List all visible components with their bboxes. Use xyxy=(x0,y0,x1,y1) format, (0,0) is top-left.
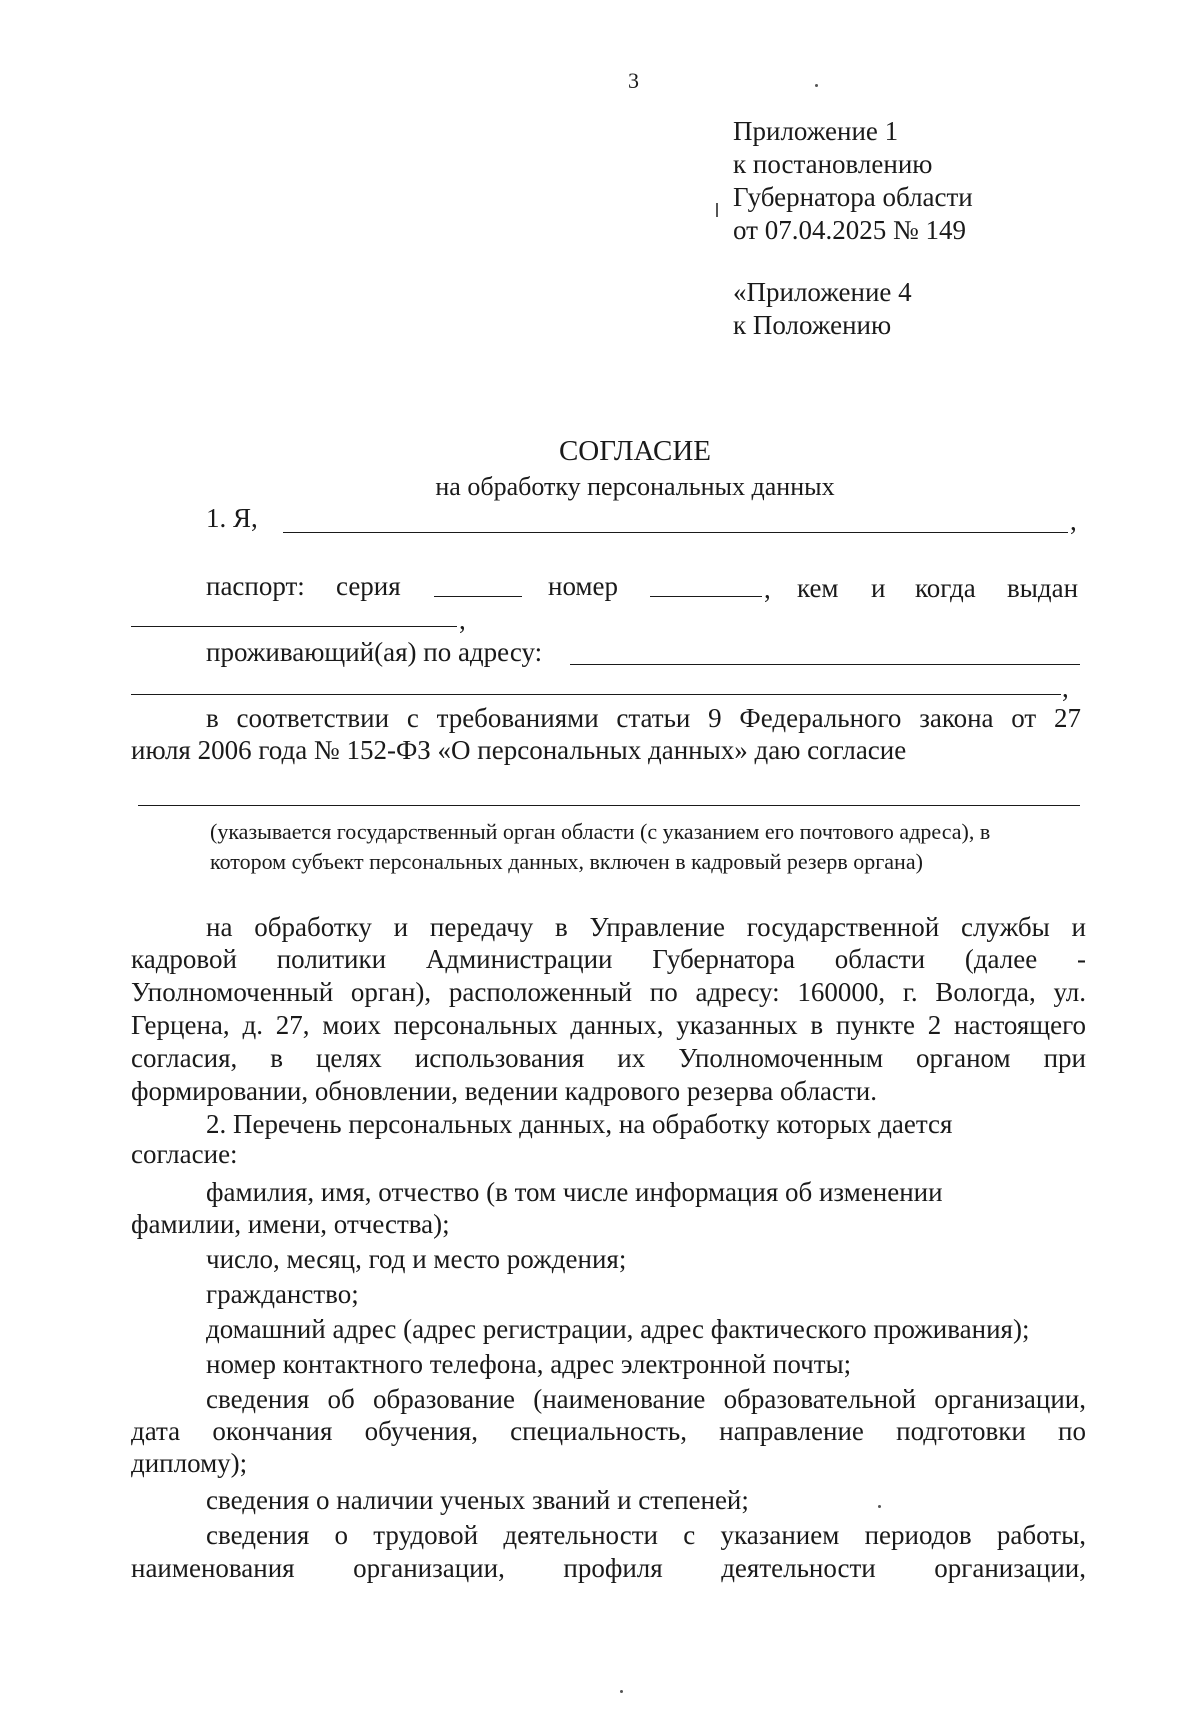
comma: , xyxy=(764,574,771,604)
issued-word: когда xyxy=(915,573,976,603)
list-item: сведения о наличии ученых званий и степеней; xyxy=(206,1485,749,1515)
name-blank-line[interactable] xyxy=(283,532,1068,533)
list-item: фамилии, имени, отчества); xyxy=(131,1209,450,1239)
document-subtitle: на обработку персональных данных xyxy=(435,472,835,501)
list-item: гражданство; xyxy=(206,1279,359,1309)
number-blank-line[interactable] xyxy=(650,596,762,597)
body-text-line: Уполномоченный орган), расположенный по адресу: 160000, г. Вологда, ул. xyxy=(131,977,1086,1007)
appendix-4-line: «Приложение 4 xyxy=(733,277,912,307)
body-text-line: кадровой политики Администрации Губернатора области (далее - xyxy=(131,944,1086,974)
organ-note-line: котором субъект персональных данных, включен в кадровый резерв органа) xyxy=(210,849,923,874)
passport-label: паспорт: xyxy=(206,571,305,601)
list-item: наименования организации, профиля деятельности организации, xyxy=(131,1553,1086,1583)
number-label: номер xyxy=(548,571,619,601)
body-text-line: Герцена, д. 27, моих персональных данных, указанных в пункте 2 настоящего xyxy=(131,1010,1086,1040)
appendix-4-line: к Положению xyxy=(733,310,892,340)
issued-by-blank-line[interactable] xyxy=(131,626,457,627)
body-text-line: формировании, обновлении, ведении кадрового резерва области. xyxy=(131,1076,878,1106)
series-label: серия xyxy=(336,571,401,601)
page-number: 3 xyxy=(628,68,639,93)
organ-blank-line[interactable] xyxy=(138,805,1080,806)
appendix-1-line: Губернатора области xyxy=(733,182,973,212)
document-title: СОГЛАСИЕ xyxy=(558,435,712,467)
residing-label: проживающий(ая) по адресу: xyxy=(206,637,543,667)
section-2-heading: 2. Перечень персональных данных, на обработку которых дается xyxy=(206,1109,953,1139)
comma: , xyxy=(1070,506,1077,536)
scan-speck xyxy=(878,1505,881,1508)
body-text-line: согласия, в целях использования их Уполномоченным органом при xyxy=(131,1043,1086,1073)
comma: , xyxy=(459,605,466,635)
name-label: 1. Я, xyxy=(206,503,258,533)
scan-speck xyxy=(815,84,818,87)
series-blank-line[interactable] xyxy=(434,596,522,597)
appendix-1-header xyxy=(733,115,973,247)
list-item: номер контактного телефона, адрес электронной почты; xyxy=(206,1349,852,1379)
issued-word: кем xyxy=(797,573,839,603)
section-2-heading: согласие: xyxy=(131,1139,238,1169)
list-item: дата окончания обучения, специальность, направление подготовки по xyxy=(131,1416,1086,1446)
appendix-1-line: от 07.04.2025 № 149 xyxy=(733,215,966,245)
scan-speck xyxy=(620,1690,623,1693)
organ-note-line: (указывается государственный орган области (с указанием его почтового адреса), в xyxy=(210,819,991,844)
comma: , xyxy=(1062,673,1069,703)
appendix-4-header xyxy=(733,276,912,342)
list-item: сведения об образование (наименование образовательной организации, xyxy=(206,1384,1086,1414)
list-item: число, месяц, год и место рождения; xyxy=(206,1244,627,1274)
body-text-line: на обработку и передачу в Управление государственной службы и xyxy=(206,912,1086,942)
appendix-1-line: Приложение 1 xyxy=(733,116,899,146)
accordance-line: июля 2006 года № 152-ФЗ «О персональных данных» даю согласие xyxy=(131,735,907,765)
list-item: диплому); xyxy=(131,1448,248,1478)
accordance-line: в соответствии с требованиями статьи 9 Федерального закона от 27 xyxy=(206,703,1081,733)
address-blank-line-2[interactable] xyxy=(131,694,1061,695)
issued-word: выдан xyxy=(1007,573,1079,603)
issued-word: и xyxy=(871,573,886,603)
scan-speck xyxy=(716,203,718,217)
list-item: домашний адрес (адрес регистрации, адрес фактического проживания); xyxy=(206,1314,1030,1344)
appendix-1-line: к постановлению xyxy=(733,149,933,179)
list-item: сведения о трудовой деятельности с указанием периодов работы, xyxy=(206,1520,1086,1550)
address-blank-line[interactable] xyxy=(570,664,1080,665)
list-item: фамилия, имя, отчество (в том числе информация об изменении xyxy=(206,1177,943,1207)
